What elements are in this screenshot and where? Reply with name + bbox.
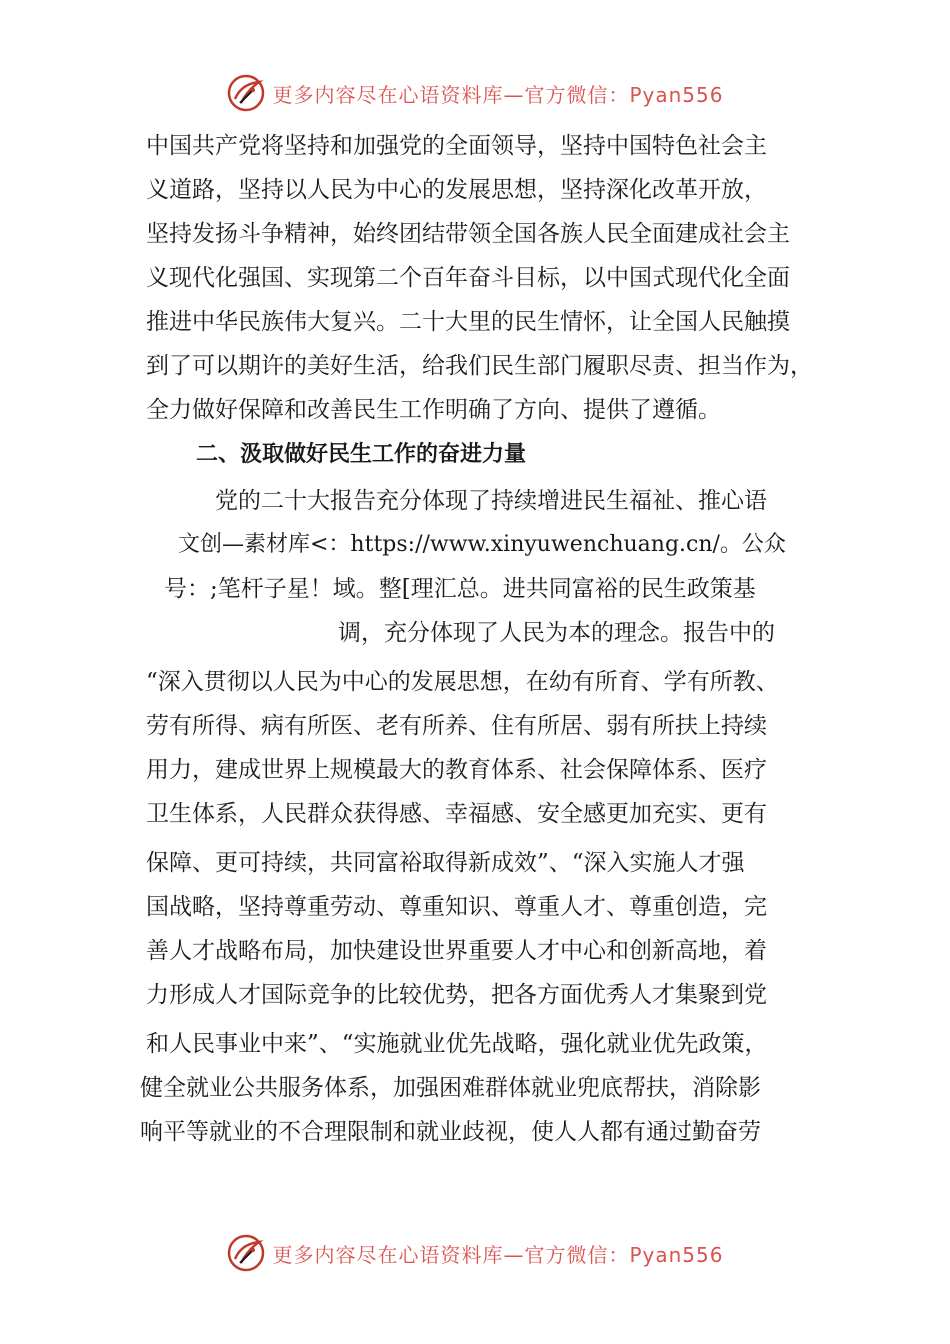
banner-text: 更多内容尽在心语资料库—官方微信：Pyan556 xyxy=(272,1242,724,1267)
footer-banner xyxy=(0,1230,950,1276)
text-line: 文创—素材库<：https://www.xinyuwenchuang.cn/。公众 xyxy=(178,532,786,557)
text-line: 力形成人才国际竞争的比较优势，把各方面优秀人才集聚到党 xyxy=(146,982,767,1008)
banner-text: 更多内容尽在心语资料库—官方微信：Pyan556 xyxy=(272,82,724,107)
text-line: 义现代化强国、实现第二个百年奋斗目标，以中国式现代化全面 xyxy=(146,265,790,291)
text-line: 保障、更可持续，共同富裕取得新成效”、“深入实施人才强 xyxy=(146,850,745,876)
section-heading: 二、汲取做好民生工作的奋进力量 xyxy=(196,442,527,467)
header-banner xyxy=(0,70,950,116)
text-line: 劳有所得、病有所医、老有所养、住有所居、弱有所扶上持续 xyxy=(146,713,767,739)
text-line: 健全就业公共服务体系，加强困难群体就业兜底帮扶，消除影 xyxy=(140,1075,761,1101)
text-line: 到了可以期许的美好生活，给我们民生部门履职尽责、担当作为， xyxy=(146,353,813,379)
text-line: 义道路，坚持以人民为中心的发展思想，坚持深化改革开放， xyxy=(146,177,767,203)
text-line: 善人才战略布局，加快建设世界重要人才中心和创新高地，着 xyxy=(146,938,767,964)
text-line: 全力做好保障和改善民生工作明确了方向、提供了遵循。 xyxy=(146,397,721,423)
text-line: 调，充分体现了人民为本的理念。报告中的 xyxy=(338,620,775,646)
text-line: 和人民事业中来”、“实施就业优先战略，强化就业优先政策， xyxy=(146,1031,768,1057)
text-line: 卫生体系，人民群众获得感、幸福感、安全感更加充实、更有 xyxy=(146,801,767,827)
text-line: 推进中华民族伟大复兴。二十大里的民生情怀，让全国人民触摸 xyxy=(146,309,790,335)
logo-icon xyxy=(226,1233,266,1273)
text-line: 坚持发扬斗争精神，始终团结带领全国各族人民全面建成社会主 xyxy=(146,221,790,247)
text-line: 国战略，坚持尊重劳动、尊重知识、尊重人才、尊重创造，完 xyxy=(146,894,767,920)
text-line: 响平等就业的不合理限制和就业歧视，使人人都有通过勤奋劳 xyxy=(140,1119,761,1145)
text-line: 党的二十大报告充分体现了持续增进民生福祉、推心语 xyxy=(215,488,767,514)
text-line: 用力，建成世界上规模最大的教育体系、社会保障体系、医疗 xyxy=(146,757,767,783)
text-line: “深入贯彻以人民为中心的发展思想，在幼有所育、学有所教、 xyxy=(146,669,779,695)
text-line: 号：;笔杆子星！域。整[理汇总。进共同富裕的民生政策基 xyxy=(164,576,756,602)
text-line: 中国共产党将坚持和加强党的全面领导，坚持中国特色社会主 xyxy=(146,133,767,159)
logo-icon xyxy=(226,73,266,113)
